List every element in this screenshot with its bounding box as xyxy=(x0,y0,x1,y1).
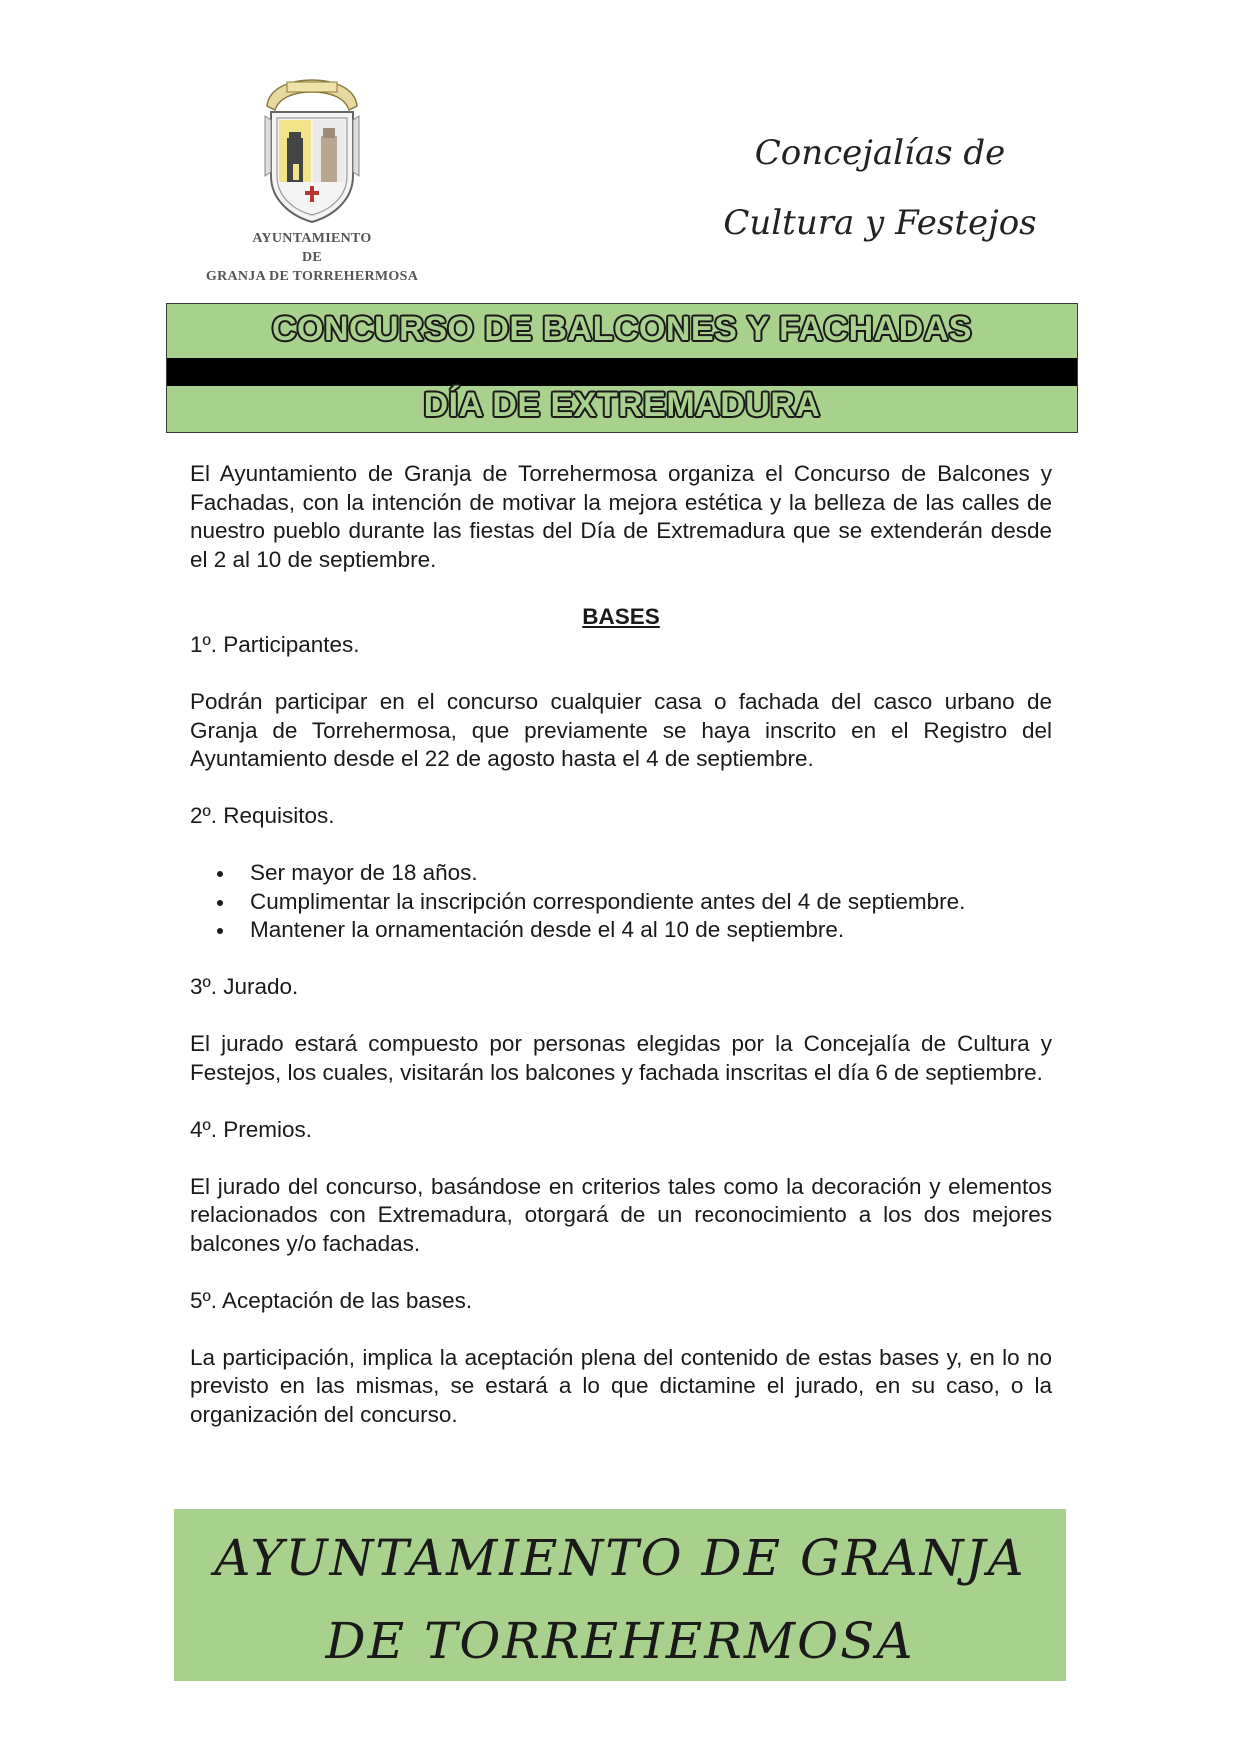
section-heading: 2º. Requisitos. xyxy=(190,803,335,828)
document-body xyxy=(190,460,1052,1429)
banner-divider xyxy=(167,358,1077,386)
logo-caption-line: GRANJA DE TORREHERMOSA xyxy=(205,269,419,284)
footer-line: DE TORREHERMOSA xyxy=(325,1612,915,1670)
banner-title: CONCURSO DE BALCONES Y FACHADAS xyxy=(272,310,972,348)
list-item: Cumplimentar la inscripción correspondiente antes del 4 de septiembre. xyxy=(250,888,1052,917)
section-heading: 5º. Aceptación de las bases. xyxy=(190,1287,473,1313)
department-heading xyxy=(700,118,1060,258)
section-paragraph: El jurado del concurso, basándose en criterios tales como la decoración y elementos relacionados con Extremadura, otorgará de un reconocimiento a los dos mejores balcones y/o fachadas. xyxy=(190,1173,1052,1256)
section-heading: 1º. Participantes. xyxy=(190,632,360,657)
bases-heading: BASES xyxy=(582,603,660,629)
department-line: Concejalías de xyxy=(754,133,1006,173)
footer-banner xyxy=(174,1509,1066,1681)
section-paragraph: El jurado estará compuesto por personas elegidas por la Concejalía de Cultura y Festejos, los cuales, visitarán los balcones y fachada inscritas el día 6 de septiembre. xyxy=(190,1031,1052,1085)
intro-paragraph: El Ayuntamiento de Granja de Torrehermosa organiza el Concurso de Balcones y Fachadas, con la intención de motivar la mejora estética y la belleza de las calles de nuestro pueblo durante las fiestas del Día de Extremadura que se extenderán desde el 2 al 10 de septiembre. xyxy=(190,461,1052,572)
title-banner xyxy=(166,303,1078,433)
municipal-coat-of-arms xyxy=(182,76,442,288)
footer-line: AYUNTAMIENTO DE GRANJA xyxy=(214,1529,1026,1587)
section-heading: 4º. Premios. xyxy=(190,1116,313,1142)
logo-caption-line: DE xyxy=(301,250,323,265)
list-item: Ser mayor de 18 años. xyxy=(250,859,1052,888)
requirements-list xyxy=(190,859,1052,945)
section-heading: 3º. Jurado. xyxy=(190,974,299,999)
banner-subtitle: DÍA DE EXTREMADURA xyxy=(423,386,821,424)
list-item: Mantener la ornamentación desde el 4 al 10 de septiembre. xyxy=(250,916,1052,945)
logo-caption xyxy=(182,229,442,286)
section-paragraph: La participación, implica la aceptación plena del contenido de estas bases y, en lo no previsto en las mismas, se estará a lo que dictamine el jurado, en su caso, o la organización del concurso. xyxy=(190,1344,1052,1427)
logo-caption-line: AYUNTAMIENTO xyxy=(252,231,372,246)
section-paragraph: Podrán participar en el concurso cualquier casa o fachada del casco urbano de Granja de Torrehermosa, que previamente se haya inscrito en el Registro del Ayuntamiento desde el 22 de agosto hasta el 4 de septiembre. xyxy=(190,689,1052,771)
coat-of-arms-icon xyxy=(249,76,375,226)
department-line: Cultura y Festejos xyxy=(723,203,1037,243)
